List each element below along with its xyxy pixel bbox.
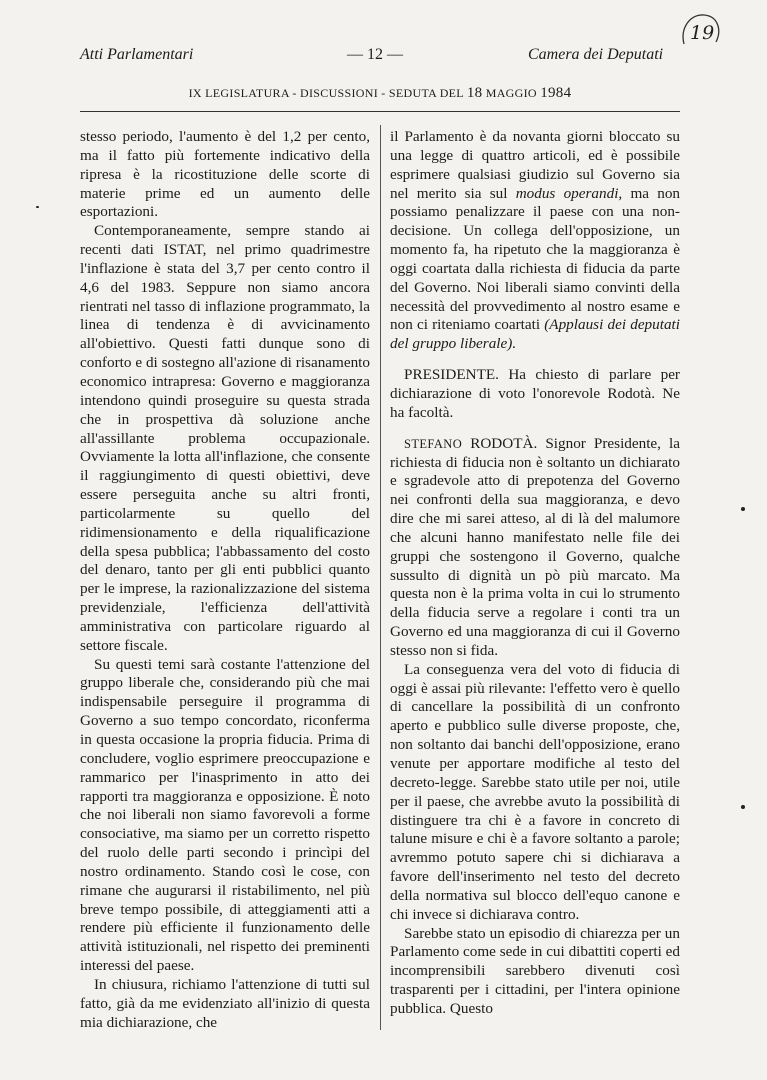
- header-left-title: Atti Parlamentari: [80, 46, 194, 63]
- speaker-first-name: STEFANO: [404, 436, 463, 451]
- scan-dot-mark: [741, 507, 745, 511]
- handwritten-page-number-stamp: [678, 10, 722, 54]
- left-paragraph-4: In chiusura, richiamo l'attenzione di tutti sul fatto, già da me evidenziato all'inizio di questa mia dichiarazione, che: [80, 975, 370, 1031]
- left-paragraph-1: stesso periodo, l'aumento è del 1,2 per cento, ma il fatto più fortemente indicativo della ripresa è la ricostituzione delle scorte di materie prime ed un aumento delle esportazioni.: [80, 128, 370, 221]
- header-rule: [80, 111, 680, 112]
- scan-dot-mark: [741, 805, 745, 809]
- right-paragraph-4: La conseguenza vera del voto di fiducia di oggi è assai più rilevante: l'effetto vero è quello di cancellare la possibilità di un confronto aperto e pubblico sulle diverse proposte, che, non soltanto dai banchi dell'opposizione, erano venute per apportare modifiche al testo del decreto-legge. Sarebbe stato utile per noi, utile per il paese, che avrebbe avuto la possibilità di distinguere tra chi è a favore in concreto di talune misure e chi è a favore soltanto a parole; avremmo potuto sapere chi si dichiarava a favore dell'inserimento nel testo del decreto della normativa sul blocco dell'equo canone e chi invece si dichiarava contro.: [390, 660, 680, 923]
- right-paragraph-5: Sarebbe stato un episodio di chiarezza per un Parlamento come sede in cui dibattiti coperti ed incomprensibili sarebbero divenuti così trasparenti per i cittadini, per l'intera opinione pubblica. Questo: [390, 924, 680, 1017]
- left-column: [80, 128, 370, 1033]
- sitting-prefix: IX LEGISLATURA - DISCUSSIONI - SEDUTA DEL: [188, 86, 464, 100]
- right-p1-text-a: il Parlamento è da novanta giorni bloccato su una legge di quattro articoli, ed è possibile esprimere qualsiasi giudizio sul Governo sia nel merito sia sul: [390, 128, 680, 202]
- left-paragraph-2: Contemporaneamente, sempre stando ai recenti dati ISTAT, nel primo quadrimestre l'inflazione è stata del 3,7 per cento contro il 4,6 del 1983. Seppure non siamo ancora rientrati nel tasso di inflazione programmato, la linea di tendenza è di avvicinamento all'obiettivo. Questi fatti dunque sono di conforto e di sostegno all'azione di risanamento economico intrapresa: Governo e maggioranza intendono quindi proseguire su questa strada che in prospettiva dà soluzione anche all'assillante problema occupazionale. Ovviamente la lotta all'inflazione, che consente il raggiungimento di questi obiettivi, deve essere perseguita anche su altri fronti, particolarmente su quello del ridimensionamento e della riqualificazione della spesa pubblica; l'abbassamento del costo del denaro, tanto per gli enti pubblici quanto per le imprese, la razionalizzazione del sistema previdenziale, l'efficienza dell'attività amministrativa con particolare riguardo al settore fiscale.: [80, 222, 370, 654]
- sitting-year: 1984: [540, 85, 572, 101]
- column-divider: [380, 125, 381, 1030]
- sitting-day: 18: [466, 85, 483, 101]
- right-paragraph-rodota: [390, 435, 680, 661]
- scan-dash-mark: [36, 206, 39, 208]
- sitting-month: MAGGIO: [485, 86, 537, 100]
- sitting-line: [80, 85, 680, 102]
- right-p1-italic-modus: modus operandi,: [515, 184, 623, 202]
- stamp-number: 19: [690, 22, 715, 44]
- header-page-number: — 12 —: [347, 46, 403, 63]
- right-p1-text-b: ma non possiamo penalizzare il paese con una non-decisione. Un collega dell'opposizione, un momento fa, ha ripetuto che la maggioranza è oggi coartata dalla richiesta di fiducia da parte del Governo. Noi liberali siamo convinti della necessità del provvedimento al nostro esame e non ci riteniamo coartati: [390, 184, 681, 334]
- right-p1-italic-applause: (Applausi dei deputati del gruppo liberale).: [390, 316, 680, 353]
- header-right-title: Camera dei Deputati: [528, 46, 664, 63]
- rodota-speech: Signor Presidente, la richiesta di fiducia non è soltanto un dichiarato e sgradevole atto di prepotenza del Governo nei confronti della sua maggioranza, e devo dire che mi sarei atteso, al di là del malumore che alcuni hanno manifestato nelle file dei gruppi che sostengono il Governo, qualche sussulto di dignità un pò più marcato. Ma questa non è la prima volta in cui lo strumento della fiducia serve a regolare i conti tra un Governo ed una maggioranza di cui il Governo stesso non si fida.: [390, 434, 680, 659]
- speaker-last-name: RODOTÀ.: [470, 434, 538, 452]
- right-column: [390, 128, 680, 1019]
- left-paragraph-3: Su questi temi sarà costante l'attenzione del gruppo liberale che, considerando più che mai indispensabile perseguire il programma di Governo a suo tempo concordato, riconferma in questa occasione la propria fiducia. Prima di concludere, voglio esprimere preoccupazione e rammarico per l'inasprimento in atto dei rapporti tra maggioranza e opposizione. È noto che noi liberali non siamo favorevoli a forme consociative, ma siamo per un corretto rispetto del ruolo delle parti secondo i princìpi del nostro ordinamento. Stando così le cose, con rimane che augurarsi il ristabilimento, nel più breve tempo possibile, di atteggiamenti atti a rendere più efficiente il funzionamento delle attività istituzionali, nel rispetto dei preminenti interessi del paese.: [80, 655, 370, 975]
- right-paragraph-president: PRESIDENTE. Ha chiesto di parlare per dichiarazione di voto l'onorevole Rodotà. Ne ha facoltà.: [390, 366, 680, 421]
- right-paragraph-1: [390, 128, 680, 354]
